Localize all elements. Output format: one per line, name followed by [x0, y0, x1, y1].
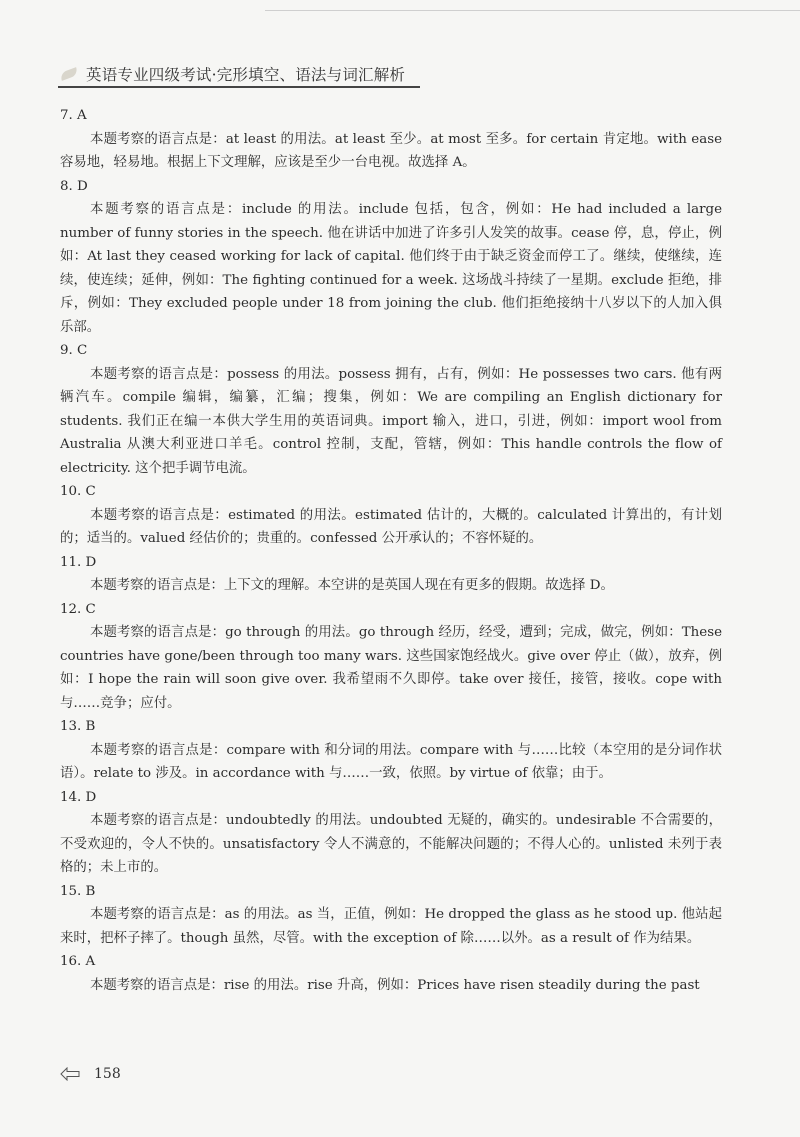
answer-number: 15. B [60, 883, 96, 899]
answer-item-10 [60, 480, 722, 551]
answer-number: 7. A [60, 108, 87, 123]
answer-explanation: 本题考察的语言点是：at least 的用法。at least 至少。at most 至多。for certain 肯定地。with ease 容易地，轻易地。根据上下文理解，应该是至少一台电视。故选择 A。 [60, 131, 722, 170]
answer-number: 16. A [60, 954, 96, 969]
running-header [58, 61, 438, 87]
answer-explanation: 本题考察的语言点是：compare with 和分词的用法。compare with 与……比较（本空用的是分词作状语）。relate to 涉及。in accordance with 与……一致，依照。by virtue of 依靠；由于。 [60, 742, 722, 781]
answer-number: 12. C [60, 601, 96, 617]
answer-explanation: 本题考察的语言点是：estimated 的用法。estimated 估计的，大概的。calculated 计算出的，有计划的；适当的。valued 经估价的；贵重的。confessed 公开承认的；不容怀疑的。 [60, 507, 722, 546]
answer-number: 10. C [60, 484, 96, 499]
answer-number: 14. D [60, 789, 97, 805]
page-number: 158 [94, 1066, 121, 1082]
answer-item-15 [60, 880, 722, 951]
answer-explanation: 本题考察的语言点是：possess 的用法。possess 拥有，占有，例如：He possesses two cars. 他有两辆汽车。compile 编辑，编纂，汇编；搜集，例如：We are compiling an English dictionary for students. 我们正在编一本供大学生用的英语词典。import 输入，进口，引进，例如：import wool from Australia 从澳大利亚进口羊毛。control 控制，支配，管辖，例如：This handle controls the flow of electricity. 这个把手调节电流。 [60, 366, 722, 476]
page-footer [60, 1066, 121, 1082]
answer-number: 13. B [60, 719, 96, 734]
left-arrow-icon [60, 1067, 80, 1081]
answer-number: 11. D [60, 554, 97, 570]
answer-explanation: 本题考察的语言点是：上下文的理解。本空讲的是英国人现在有更多的假期。故选择 D。 [90, 578, 614, 593]
answer-explanations [60, 104, 722, 997]
answer-number: 8. D [60, 178, 88, 194]
answer-item-7 [60, 104, 722, 175]
leaf-decoration-icon [58, 67, 82, 81]
answer-explanation: 本题考察的语言点是：go through 的用法。go through 经历，经受，遭到；完成，做完，例如：These countries have gone/been through too many wars. 这些国家饱经战火。give over 停止（做），放弃，例如：I hope the rain will soon give over. 我希望雨不久即停。take over 接任，接管，接收。cope with 与……竞争；应付。 [60, 625, 722, 711]
answer-explanation: 本题考察的语言点是：undoubtedly 的用法。undoubted 无疑的，确实的。undesirable 不合需要的，不受欢迎的，令人不快的。unsatisfactory 令人不满意的，不能解决问题的；不得人心的。unlisted 未列于表格的；未上市的。 [60, 813, 722, 875]
answer-item-11 [60, 551, 722, 598]
answer-item-9 [60, 339, 722, 480]
top-rule [265, 10, 800, 11]
header-rule [58, 86, 420, 88]
answer-number: 9. C [60, 343, 88, 358]
answer-item-8 [60, 175, 722, 340]
answer-item-12 [60, 598, 722, 716]
answer-item-14 [60, 786, 722, 880]
answer-explanation: 本题考察的语言点是：include 的用法。include 包括，包含，例如：He had included a large number of funny stories in the speech. 他在讲话中加进了许多引人发笑的故事。cease 停，息，停止，例如：At last they ceased working for lack of capital. 他们终于由于缺乏资金而停工了。继续，使继续，连续，使连续；延伸，例如：The fighting continued for a week. 这场战斗持续了一星期。exclude 拒绝，排斥，例如：They excluded people under 18 from joining the club. 他们拒绝接纳十八岁以下的人加入俱乐部。 [60, 202, 722, 335]
answer-item-13 [60, 715, 722, 786]
answer-item-16 [60, 950, 722, 997]
header-title: 英语专业四级考试·完形填空、语法与词汇解析 [86, 66, 406, 84]
answer-explanation: 本题考察的语言点是：as 的用法。as 当，正值，例如：He dropped the glass as he stood up. 他站起来时，把杯子摔了。though 虽然，尽管。with the exception of 除……以外。as a result of 作为结果。 [60, 907, 722, 946]
answer-explanation: 本题考察的语言点是：rise 的用法。rise 升高，例如：Prices have risen steadily during the past [90, 977, 700, 993]
